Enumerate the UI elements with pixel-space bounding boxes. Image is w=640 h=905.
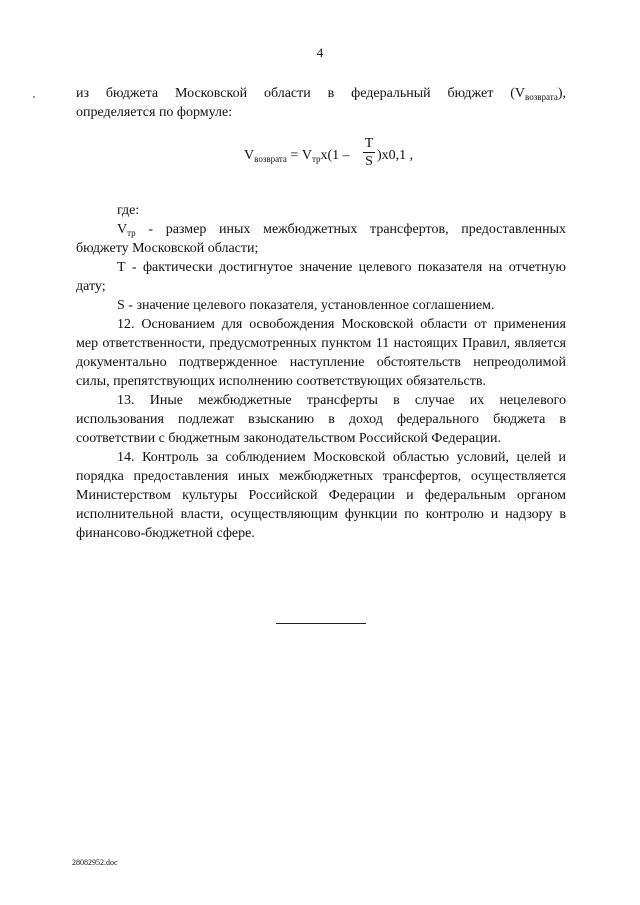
formula-v-return: V	[244, 148, 255, 163]
formula-equals-v: = V	[286, 148, 312, 163]
definitions-block	[76, 201, 566, 543]
fraction-denominator: S	[365, 154, 373, 169]
definition-t: Т - фактически достигнутое значение целевого показателя на отчетную дату;	[76, 260, 566, 294]
intro-end: ),	[557, 86, 566, 101]
separator-line	[276, 623, 366, 624]
formula-right: )x0,1 ,	[377, 148, 414, 163]
formula-v-return-subscript: возврата	[254, 154, 287, 164]
page-number: 4	[316, 45, 324, 60]
definition-vtr	[76, 220, 566, 258]
paragraph-13: 13. Иные межбюджетные трансферты в случае их нецелевого использования подлежат взысканию в доход федерального бюджета в соответствии с бюджетным законодательством Российской Федерации.	[76, 393, 566, 446]
document-filename: 28082952.doc	[72, 858, 118, 867]
formula-middle: x(1 –	[320, 148, 350, 163]
fraction-numerator: T	[364, 136, 374, 151]
v-return-subscript: возврата	[525, 92, 558, 102]
fraction-bar	[363, 152, 375, 153]
intro-line-1	[76, 84, 566, 103]
definition-s: S - значение целевого показателя, установленное соглашением.	[117, 298, 495, 313]
where-label: где:	[117, 203, 140, 218]
intro-line-2: определяется по формуле:	[76, 105, 233, 120]
formula-tr-subscript: тр	[311, 154, 321, 164]
paragraph-14: 14. Контроль за соблюдением Московской областью условий, целей и порядка предоставления иных межбюджетных трансфертов, осуществляется Министерством культуры Российской Федерации и федеральным органом исполнительной власти, осуществляющим функции по контролю и надзору в финансово-бюджетной сфере.	[76, 450, 566, 541]
formula-fraction	[363, 136, 375, 169]
paragraph-12: 12. Основанием для освобождения Московской области от применения мер ответственности, предусмотренных пунктом 11 настоящих Правил, является документально подтвержденное наступление обстоятельств непреодолимой силы, препятствующих исполнению соответствующих обязательств.	[76, 317, 566, 389]
formula-left	[244, 148, 350, 164]
intro-text: из бюджета Московской области в федеральный бюджет (V	[76, 86, 526, 101]
vtr-subscript: тр	[127, 228, 136, 238]
vtr-description: - размер иных межбюджетных трансфертов, предоставленных бюджету Московской области;	[76, 222, 566, 256]
intro-block	[76, 84, 566, 122]
scan-speck	[33, 96, 35, 98]
vtr-symbol: V	[117, 222, 128, 237]
return-formula	[244, 136, 494, 176]
